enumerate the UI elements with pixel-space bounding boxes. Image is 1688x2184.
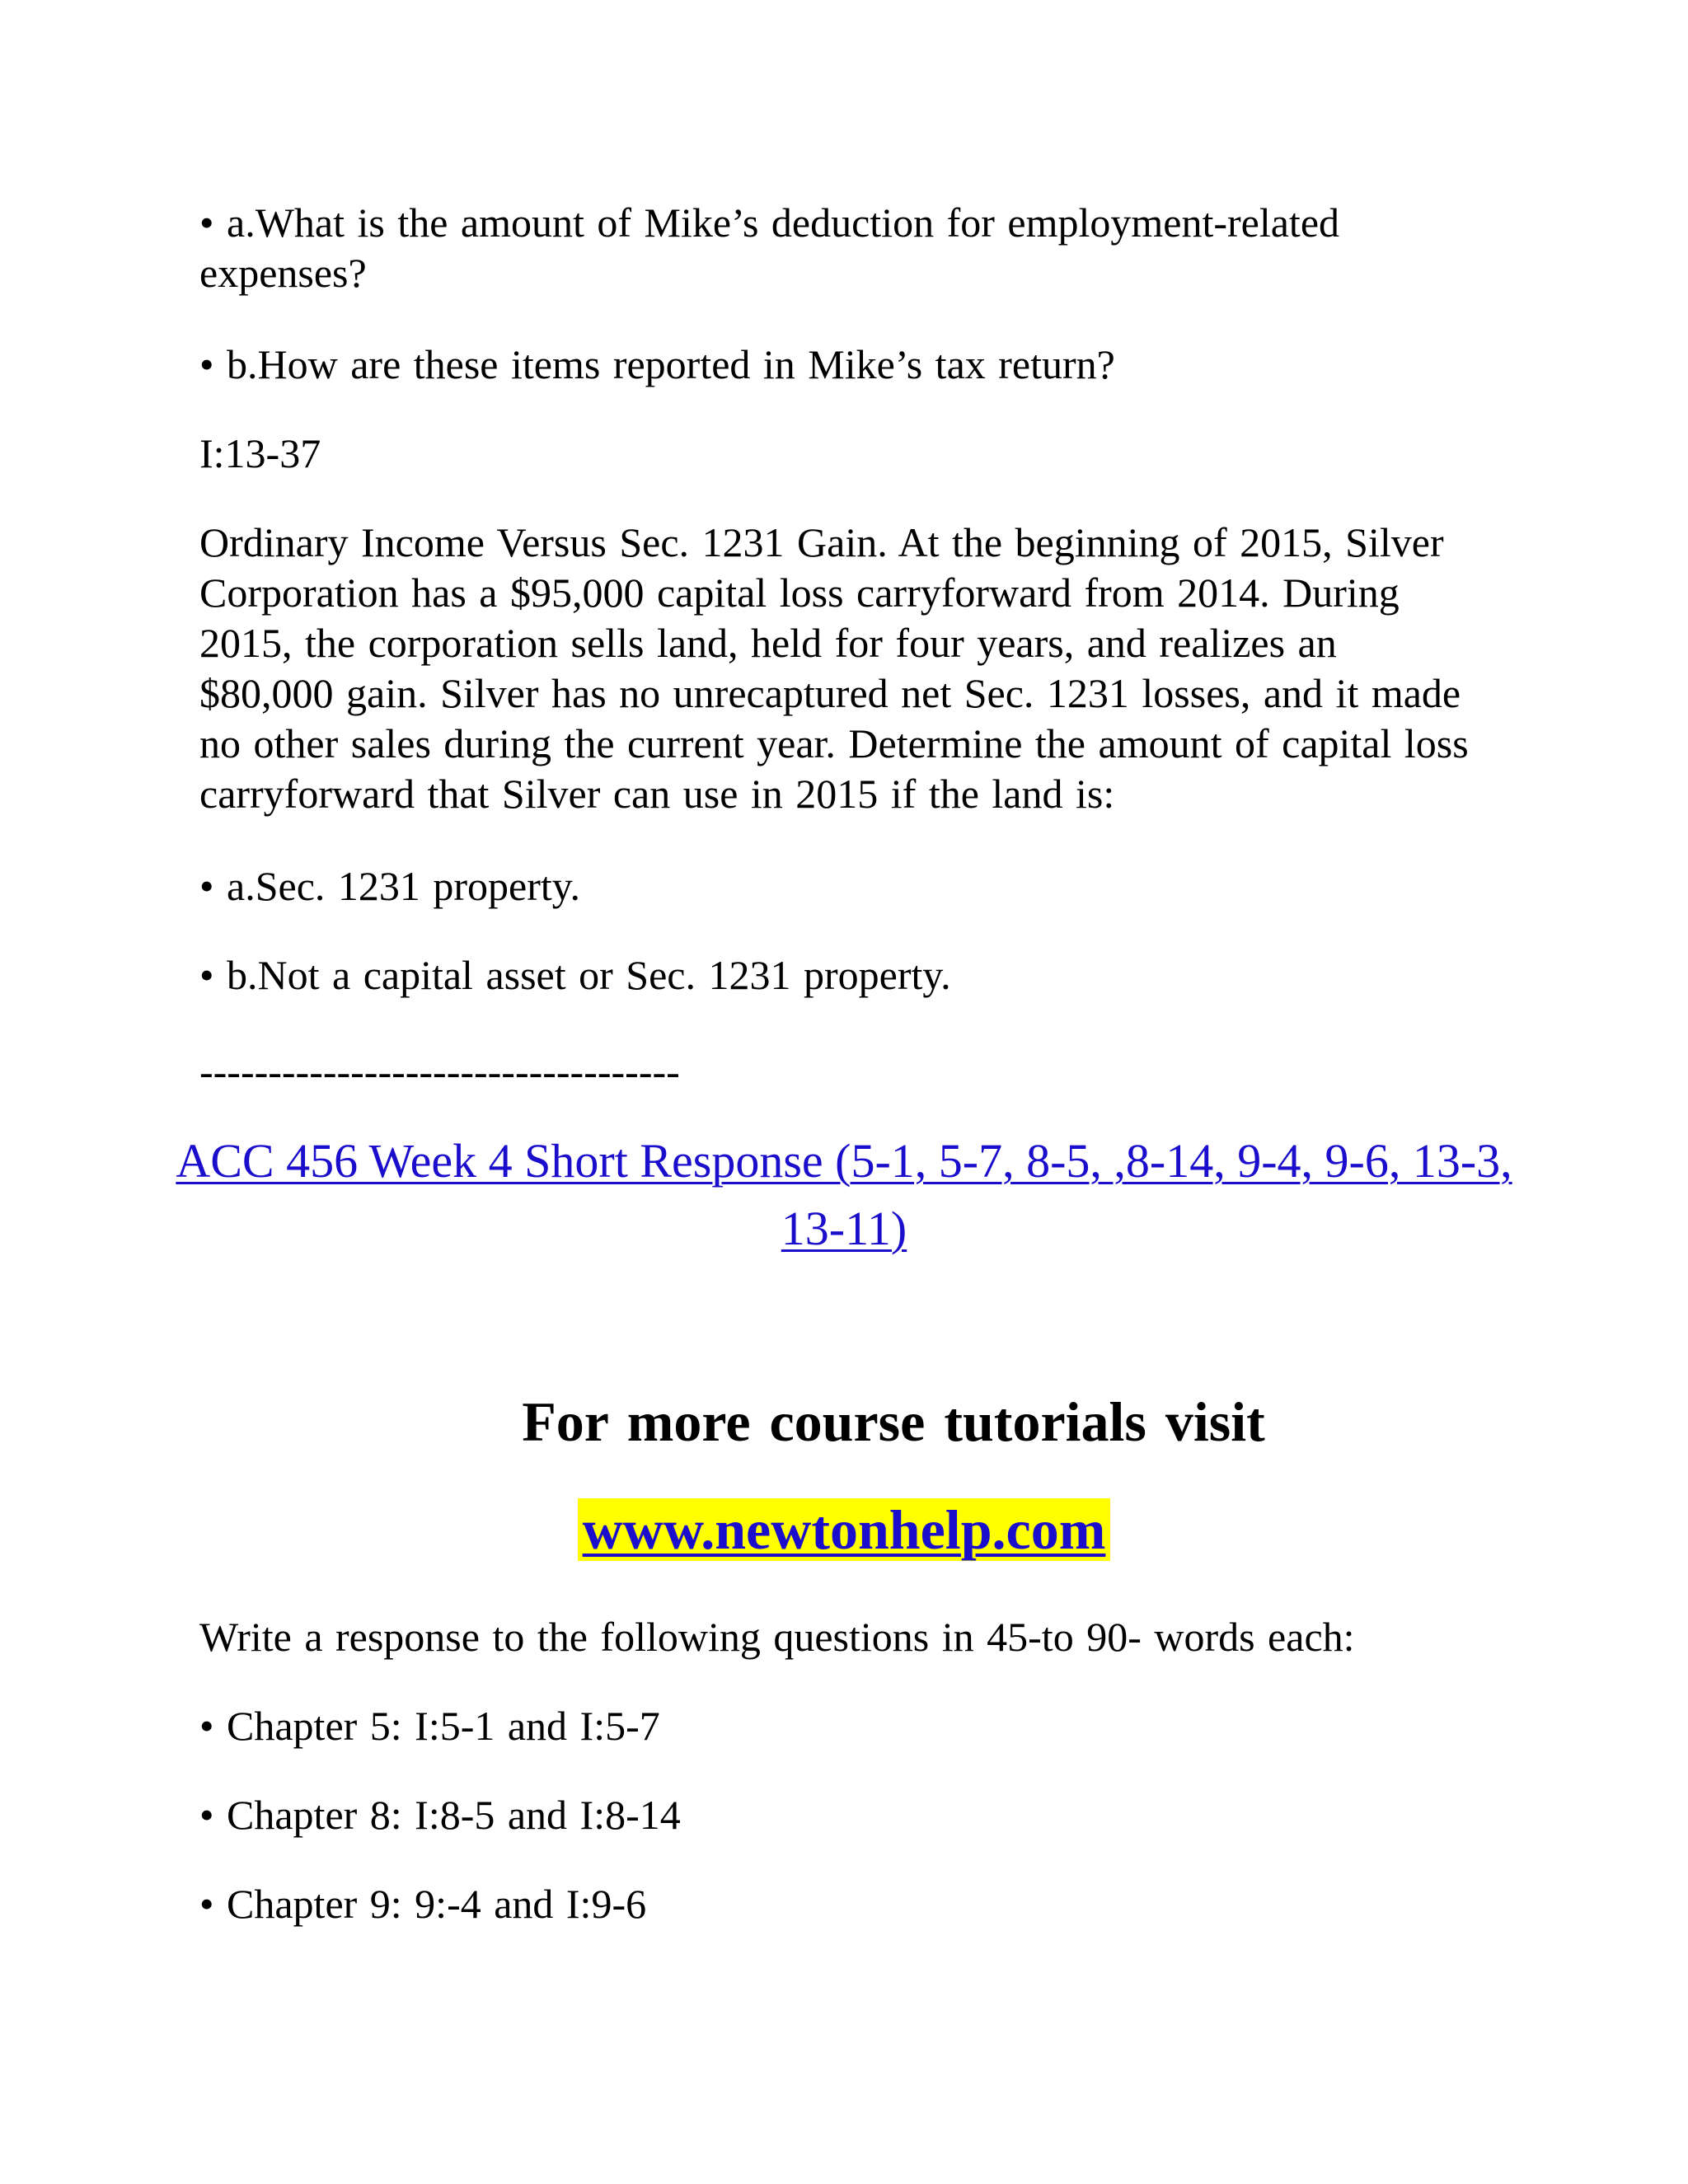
section-divider: ----------------------------------- xyxy=(199,1048,680,1094)
problem-text: Ordinary Income Versus Sec. 1231 Gain. At the beginning of 2015, Silver Corporation has a $95,000 capital loss carryforward from 2014. During 2015, the corporation sells land, held for four years, and realizes an $80,000 gain. Silver has no unrecaptured net Sec. 1231 losses, and it made no other sales during the current year. Determine the amount of capital loss carryforward that Silver can use in 2015 if the land is: xyxy=(199,519,1469,817)
promo-heading: For more course tutorials visit xyxy=(522,1390,1265,1453)
problem-option-a: • a.Sec. 1231 property. xyxy=(199,863,581,909)
promo-site-wrap xyxy=(0,1492,1688,1568)
course-link[interactable]: ACC 456 Week 4 Short Response (5-1, 5-7, 8-5, ,8-14, 9-4, 9-6, 13-3, 13-11) xyxy=(176,1134,1512,1255)
question-b: • b.How are these items reported in Mike’s tax return? xyxy=(199,341,1115,387)
question-a: • a.What is the amount of Mike’s deduction for employment-related expenses? xyxy=(199,199,1340,296)
problem-id: I:13-37 xyxy=(199,430,321,476)
chapter-item: • Chapter 8: I:8-5 and I:8-14 xyxy=(199,1792,681,1838)
promo-site-link[interactable]: www.newtonhelp.com xyxy=(578,1498,1111,1561)
chapter-item: • Chapter 9: 9:-4 and I:9-6 xyxy=(199,1881,647,1927)
chapter-item: • Chapter 5: I:5-1 and I:5-7 xyxy=(199,1703,660,1749)
course-link-block xyxy=(165,1127,1523,1263)
instructions-intro: Write a response to the following questions in 45-to 90- words each: xyxy=(199,1614,1355,1660)
problem-option-b: • b.Not a capital asset or Sec. 1231 property. xyxy=(199,952,951,998)
